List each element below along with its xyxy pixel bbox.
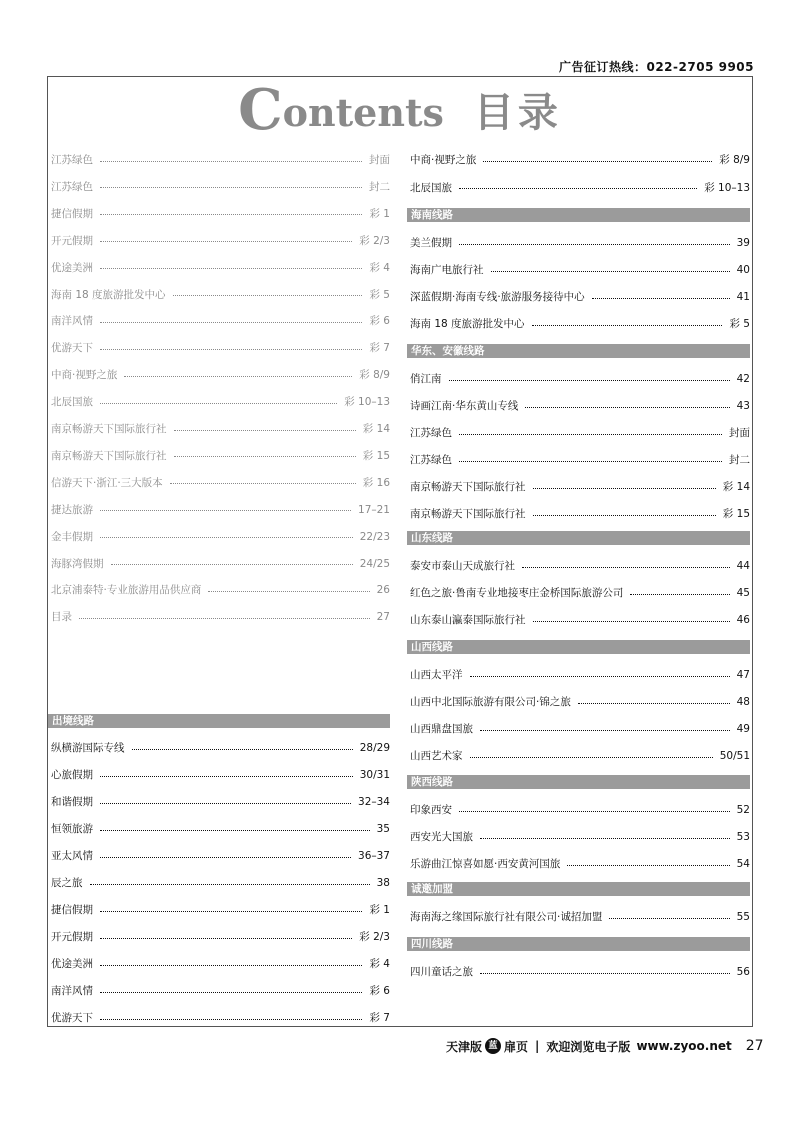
dot-leader [100, 510, 351, 511]
dot-leader [470, 676, 730, 677]
section-header: 四川线路 [407, 937, 750, 951]
dot-leader [459, 188, 697, 189]
page-footer [446, 1036, 764, 1056]
toc-entry-page: 封面 [369, 154, 390, 166]
toc-entry-page: 彩 8/9 [359, 369, 390, 382]
toc-entry-page: 54 [736, 858, 750, 870]
toc-entry[interactable] [410, 558, 750, 574]
toc-entry[interactable] [410, 316, 750, 332]
toc-entry-title: 捷达旅游 [51, 503, 93, 516]
dot-leader [124, 376, 352, 377]
toc-entry-page: 17–21 [358, 503, 390, 516]
toc-entry-title: 南京畅游天下国际旅行社 [410, 481, 526, 493]
toc-entry-title: 泰安市泰山天成旅行社 [410, 560, 515, 572]
dot-leader [100, 938, 352, 939]
toc-entry-title: 美兰假期 [410, 237, 452, 249]
toc-entry-page: 彩 4 [369, 958, 390, 970]
toc-entry-title: 中商·视野之旅 [51, 369, 118, 382]
toc-entry[interactable] [410, 398, 750, 414]
toc-entry-title: 目录 [51, 611, 72, 624]
toc-entry[interactable] [51, 152, 390, 168]
page-title [0, 77, 800, 143]
section-header: 海南线路 [407, 208, 750, 222]
dot-leader [208, 591, 369, 592]
toc-entry[interactable] [51, 848, 390, 864]
toc-entry-title: 信游天下·浙江·三大版本 [51, 476, 163, 489]
title-first-letter: C [238, 77, 283, 143]
dot-leader [100, 992, 362, 993]
toc-entry-title: 开元假期 [51, 931, 93, 943]
toc-entry-title: 俏江南 [410, 373, 442, 385]
toc-entry-title: 开元假期 [51, 234, 93, 247]
section-header: 山西线路 [407, 640, 750, 654]
toc-entry-page: 55 [736, 911, 750, 923]
toc-entry-title: 四川童话之旅 [410, 966, 473, 978]
toc-entry[interactable] [410, 612, 750, 628]
dot-leader [533, 621, 730, 622]
toc-entry-title: 南京畅游天下国际旅行社 [51, 449, 167, 462]
toc-entry-page: 56 [736, 966, 750, 978]
dot-leader [533, 515, 716, 516]
dot-leader [480, 730, 730, 731]
toc-entry[interactable] [410, 262, 750, 278]
title-rest: ontents [282, 90, 444, 135]
toc-entry-title: 南洋风情 [51, 315, 93, 328]
toc-entry[interactable] [410, 748, 750, 764]
toc-entry-page: 40 [736, 264, 750, 276]
dot-leader [100, 349, 362, 350]
dot-leader [578, 703, 730, 704]
toc-entry[interactable] [51, 313, 390, 329]
toc-entry-page: 46 [736, 614, 750, 626]
toc-entry[interactable] [51, 609, 390, 625]
hotline: 广告征订热线：022-2705 9905 [558, 60, 754, 74]
toc-entry-page: 44 [736, 560, 750, 572]
toc-entry[interactable] [410, 506, 750, 522]
toc-entry[interactable] [51, 421, 390, 437]
toc-entry-title: 心旅假期 [51, 769, 93, 781]
welcome-text: 欢迎浏览电子版 [546, 1039, 631, 1054]
dot-leader [100, 965, 362, 966]
dot-leader [79, 618, 370, 619]
toc-entry-page: 彩 2/3 [359, 931, 390, 943]
toc-entry-page: 52 [736, 804, 750, 816]
section-header: 山东线路 [407, 531, 750, 545]
dot-leader [100, 1019, 362, 1020]
dot-leader [100, 322, 362, 323]
toc-entry-page: 42 [736, 373, 750, 385]
dot-leader [491, 271, 730, 272]
toc-entry-page: 彩 5 [369, 288, 390, 301]
dot-leader [100, 214, 362, 215]
section-label: 扉页 [504, 1039, 529, 1054]
dot-leader [459, 461, 722, 462]
toc-entry[interactable] [410, 667, 750, 683]
toc-entry-title: 南洋风情 [51, 985, 93, 997]
toc-entry-page: 封二 [369, 180, 390, 193]
toc-entry-page: 39 [736, 237, 750, 249]
toc-entry[interactable] [410, 856, 750, 872]
toc-entry[interactable] [410, 802, 750, 818]
toc-entry-title: 海南广电旅行社 [410, 264, 484, 276]
toc-entry[interactable] [51, 475, 390, 491]
toc-entry-title: 山西太平洋 [410, 669, 463, 681]
dot-leader [100, 241, 352, 242]
dot-leader [100, 803, 351, 804]
dot-leader [174, 430, 356, 431]
toc-entry[interactable] [51, 956, 390, 972]
toc-entry-page: 彩 6 [369, 315, 390, 328]
toc-entry-title: 南京畅游天下国际旅行社 [410, 508, 526, 520]
toc-entry-page: 22/23 [359, 530, 390, 543]
toc-entry[interactable] [51, 767, 390, 783]
toc-entry[interactable] [410, 721, 750, 737]
toc-entry-page: 53 [736, 831, 750, 843]
toc-entry-page: 26 [376, 584, 390, 597]
toc-entry-page: 封二 [729, 454, 750, 466]
toc-entry[interactable] [410, 964, 750, 980]
toc-entry-page: 彩 5 [729, 318, 750, 330]
dot-leader [483, 161, 712, 162]
toc-entry-page: 36–37 [358, 850, 390, 862]
website-link[interactable]: www.zyoo.net [636, 1039, 732, 1053]
toc-entry-title: 优途美洲 [51, 261, 93, 274]
toc-entry-title: 优游天下 [51, 342, 93, 355]
toc-entry-title: 山西鼎盘国旅 [410, 723, 473, 735]
dot-leader [90, 884, 370, 885]
dot-leader [567, 865, 729, 866]
section-header: 诚邀加盟 [407, 882, 750, 896]
dot-leader [174, 456, 356, 457]
toc-entry-title: 中商·视野之旅 [410, 154, 477, 166]
toc-entry[interactable] [51, 794, 390, 810]
dot-leader [100, 857, 351, 858]
toc-entry-page: 彩 15 [362, 449, 390, 462]
toc-entry-title: 海南海之缘国际旅行社有限公司·诚招加盟 [410, 911, 603, 923]
toc-entry-title: 北辰国旅 [51, 396, 93, 409]
toc-entry-page: 38 [376, 877, 390, 889]
toc-entry[interactable] [410, 585, 750, 601]
dot-leader [449, 380, 730, 381]
toc-entry-title: 恒领旅游 [51, 823, 93, 835]
toc-entry-page: 彩 4 [369, 261, 390, 274]
toc-entry-title: 南京畅游天下国际旅行社 [51, 423, 167, 435]
magazine-logo-icon: 蓝 [485, 1038, 501, 1054]
toc-entry-title: 西安光大国旅 [410, 831, 473, 843]
toc-entry-page: 32–34 [358, 796, 390, 808]
toc-entry-title: 印象西安 [410, 804, 452, 816]
toc-entry-title: 海南 18 度旅游批发中心 [410, 318, 525, 330]
toc-entry[interactable] [51, 233, 390, 249]
toc-entry-page: 28/29 [359, 742, 390, 754]
toc-entry-title: 优途美洲 [51, 958, 93, 970]
toc-entry-title: 江苏绿色 [51, 180, 93, 193]
dot-leader [459, 811, 730, 812]
dot-leader [522, 567, 730, 568]
toc-entry-title: 山西艺术家 [410, 750, 463, 762]
toc-entry-title: 山东泰山瀛泰国际旅行社 [410, 614, 526, 626]
toc-entry[interactable] [51, 1010, 390, 1026]
toc-entry[interactable] [51, 556, 390, 572]
dot-leader [100, 776, 353, 777]
dot-leader [100, 537, 353, 538]
toc-entry-title: 纵横游国际专线 [51, 742, 125, 754]
toc-entry-page: 彩 16 [362, 476, 390, 489]
toc-entry-page: 30/31 [359, 769, 390, 781]
section-header: 出境线路 [48, 714, 390, 728]
dot-leader [170, 483, 356, 484]
toc-entry[interactable] [410, 235, 750, 251]
toc-entry[interactable] [410, 152, 750, 168]
toc-entry-title: 亚太风情 [51, 850, 93, 862]
toc-entry-title: 优游天下 [51, 1012, 93, 1024]
toc-entry-page: 彩 7 [369, 1012, 390, 1024]
toc-entry[interactable] [51, 367, 390, 383]
toc-entry[interactable] [51, 394, 390, 410]
toc-entry-title: 和谐假期 [51, 796, 93, 808]
toc-entry-page: 彩 6 [369, 985, 390, 997]
dot-leader [470, 757, 713, 758]
dot-leader [100, 268, 362, 269]
toc-entry-title: 诗画江南·华东黄山专线 [410, 400, 519, 412]
dot-leader [100, 187, 362, 188]
toc-entry[interactable] [410, 180, 750, 196]
toc-entry[interactable] [51, 582, 390, 598]
toc-entry-title: 海南 18 度旅游批发中心 [51, 288, 166, 301]
dot-leader [525, 407, 729, 408]
toc-entry-title: 金丰假期 [51, 530, 93, 543]
dot-leader [480, 973, 730, 974]
toc-entry-title: 江苏绿色 [51, 154, 93, 166]
toc-entry[interactable] [51, 529, 390, 545]
toc-entry-title: 红色之旅·鲁南专业地接枣庄金桥国际旅游公司 [410, 587, 624, 599]
toc-entry-page: 彩 10–13 [344, 396, 390, 409]
toc-entry-page: 48 [736, 696, 750, 708]
toc-entry[interactable] [410, 371, 750, 387]
toc-entry[interactable] [51, 206, 390, 222]
dot-leader [459, 434, 722, 435]
toc-entry[interactable] [410, 479, 750, 495]
toc-entry-page: 45 [736, 587, 750, 599]
dot-leader [533, 488, 716, 489]
toc-entry-title: 辰之旅 [51, 877, 83, 889]
toc-entry-title: 江苏绿色 [410, 454, 452, 466]
toc-entry[interactable] [410, 452, 750, 468]
dot-leader [592, 298, 730, 299]
toc-entry[interactable] [51, 740, 390, 756]
toc-entry-page: 封面 [729, 427, 750, 439]
toc-entry[interactable] [51, 902, 390, 918]
toc-entry[interactable] [51, 821, 390, 837]
toc-entry-page: 彩 8/9 [719, 154, 750, 166]
dot-leader [630, 594, 729, 595]
section-header: 华东、安徽线路 [407, 344, 750, 358]
toc-entry-page: 41 [736, 291, 750, 303]
toc-entry[interactable] [51, 287, 390, 303]
toc-entry-page: 35 [376, 823, 390, 835]
toc-entry-page: 49 [736, 723, 750, 735]
toc-entry-page: 彩 7 [369, 342, 390, 355]
toc-entry[interactable] [410, 829, 750, 845]
toc-entry-page: 彩 15 [722, 508, 750, 520]
dot-leader [173, 295, 363, 296]
toc-entry-title: 乐游曲江惊喜如愿·西安黄河国旅 [410, 858, 561, 870]
section-header: 陕西线路 [407, 775, 750, 789]
toc-entry[interactable] [51, 179, 390, 195]
toc-entry-page: 50/51 [719, 750, 750, 762]
toc-entry[interactable] [51, 340, 390, 356]
dot-leader [100, 911, 362, 912]
footer-divider: | [535, 1039, 540, 1053]
dot-leader [609, 918, 729, 919]
dot-leader [100, 161, 362, 162]
toc-entry-page: 27 [376, 611, 390, 624]
toc-entry-title: 捷信假期 [51, 207, 93, 220]
toc-entry-title: 山西中北国际旅游有限公司·锦之旅 [410, 696, 571, 708]
dot-leader [480, 838, 730, 839]
toc-entry-page: 47 [736, 669, 750, 681]
toc-entry[interactable] [51, 983, 390, 999]
edition-label: 天津版 [446, 1039, 483, 1054]
dot-leader [100, 403, 337, 404]
toc-entry-title: 深蓝假期·海南专线·旅游服务接待中心 [410, 291, 585, 303]
toc-entry-page: 彩 14 [722, 481, 750, 493]
toc-entry-page: 彩 1 [369, 904, 390, 916]
toc-entry-title: 海豚湾假期 [51, 557, 104, 570]
toc-entry[interactable] [410, 425, 750, 441]
dot-leader [132, 749, 353, 750]
toc-entry-page: 彩 1 [369, 207, 390, 220]
title-cn: 目录 [473, 90, 562, 136]
toc-entry[interactable] [51, 875, 390, 891]
dot-leader [100, 830, 370, 831]
page-number: 27 [745, 1038, 764, 1054]
toc-entry-title: 捷信假期 [51, 904, 93, 916]
toc-entry[interactable] [410, 909, 750, 925]
toc-entry[interactable] [410, 694, 750, 710]
toc-entry-title: 北辰国旅 [410, 181, 452, 194]
toc-entry-title: 江苏绿色 [410, 427, 452, 439]
dot-leader [459, 244, 730, 245]
toc-entry-page: 彩 14 [362, 423, 390, 435]
toc-entry[interactable] [51, 448, 390, 464]
toc-entry-page: 24/25 [359, 557, 390, 570]
toc-entry-page: 彩 2/3 [359, 234, 390, 247]
dot-leader [532, 325, 723, 326]
toc-entry-page: 彩 10–13 [704, 181, 750, 194]
toc-entry[interactable] [51, 929, 390, 945]
toc-entry-page: 43 [736, 400, 750, 412]
toc-entry[interactable] [410, 289, 750, 305]
toc-entry[interactable] [51, 502, 390, 518]
toc-entry-title: 北京浦泰特·专业旅游用品供应商 [51, 584, 202, 597]
toc-entry[interactable] [51, 260, 390, 276]
dot-leader [111, 564, 353, 565]
